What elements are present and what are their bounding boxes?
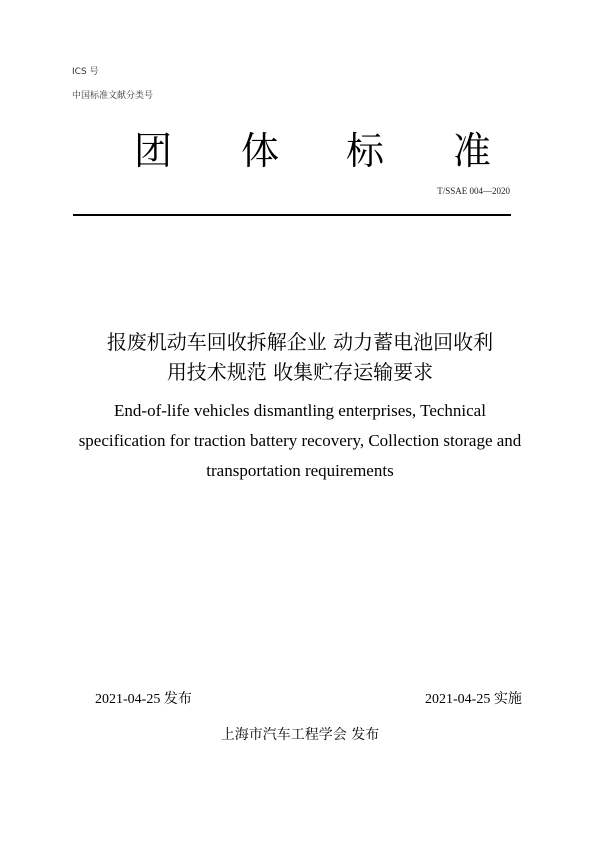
ccs-label: 中国标准文献分类号 [72,91,154,101]
issue-date: 2021-04-25 发布 [95,692,192,707]
title-en-line: End-of-life vehicles dismantling enterprises, Technical [114,401,486,420]
title-char: 标 [346,129,385,173]
implement-date: 2021-04-25 实施 [425,692,522,707]
title-cn-line: 报废机动车回收拆解企业 动力蓄电池回收利 [106,330,494,354]
title-cn-line: 用技术规范 收集贮存运输要求 [166,360,434,384]
ics-label: ICS 号 [72,67,99,77]
title-char: 团 [134,129,173,173]
standard-code: T/SSAE 004—2020 [437,186,510,196]
title-en-line: transportation requirements [206,461,394,480]
title-en-line: specification for traction battery recovery, Collection storage and [78,431,522,450]
title-char: 准 [453,129,492,173]
divider [73,214,511,216]
publisher: 上海市汽车工程学会 发布 [220,727,380,743]
title-char: 体 [241,129,280,173]
